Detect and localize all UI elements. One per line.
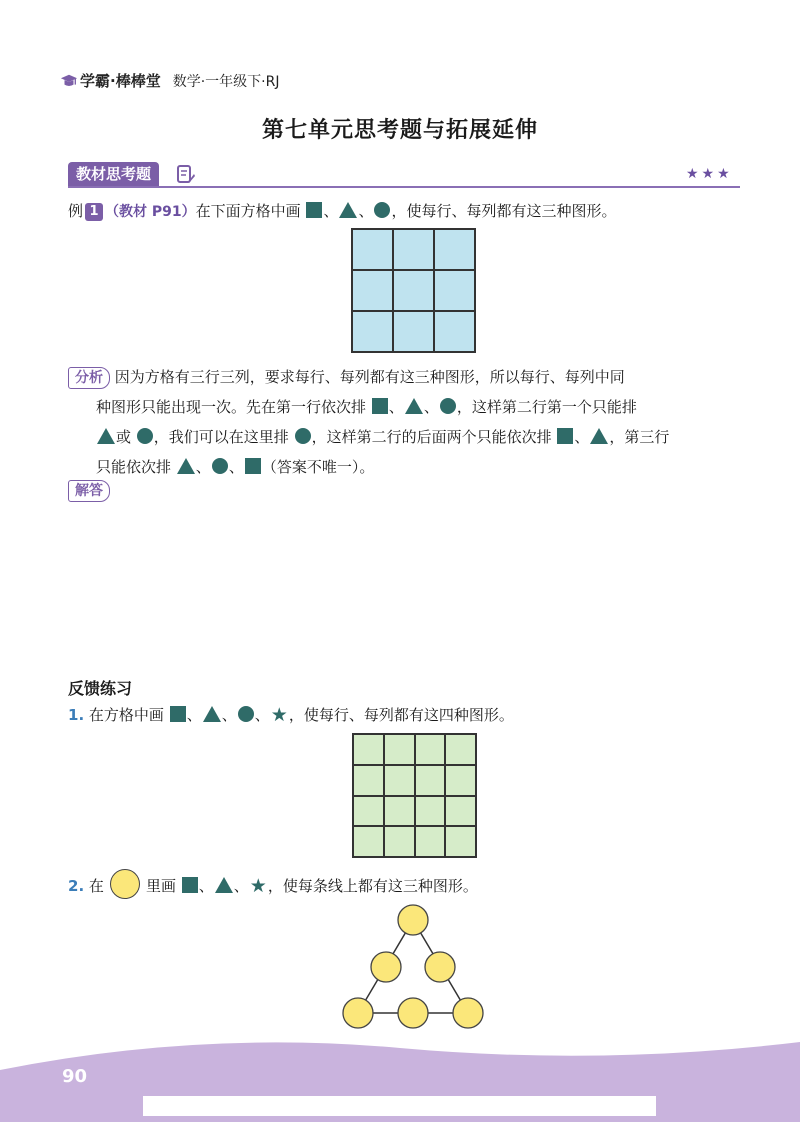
analysis-text: 只能依次排 <box>96 458 172 476</box>
triangle-icon <box>177 458 195 474</box>
grid-cell[interactable] <box>415 734 446 765</box>
grid-cell[interactable] <box>353 826 384 857</box>
grid-cell[interactable] <box>445 796 476 827</box>
subject-label: 数学·一年级下·RJ <box>172 73 280 90</box>
separator: 、 <box>228 458 244 476</box>
analysis-text: 或 <box>116 428 132 446</box>
grid-cell[interactable] <box>353 734 384 765</box>
grid-cell[interactable] <box>352 311 393 352</box>
grid-cell[interactable] <box>384 734 415 765</box>
analysis-text: ，我们可以在这里排 <box>153 428 289 446</box>
grid-cell[interactable] <box>393 270 434 311</box>
square-icon <box>306 202 322 218</box>
analysis-text: ，这样第二行第一个只能排 <box>456 398 637 416</box>
brand-header <box>60 70 279 91</box>
grid-cell[interactable] <box>445 826 476 857</box>
number-dot: . <box>78 877 85 895</box>
grid-cell[interactable] <box>352 270 393 311</box>
square-icon <box>557 428 573 444</box>
separator: 、 <box>186 706 202 724</box>
question-2 <box>68 869 478 899</box>
practice-title: 反馈练习 <box>68 679 133 698</box>
analysis-block <box>68 362 748 482</box>
circle-icon <box>440 398 456 414</box>
page-title: 第七单元思考题与拓展延伸 <box>261 118 538 143</box>
example-source: （教材 P91） <box>105 204 196 220</box>
separator: 、 <box>574 428 590 446</box>
square-icon <box>372 398 388 414</box>
graduation-cap-icon <box>60 72 78 90</box>
circle-icon <box>212 458 228 474</box>
grid-cell[interactable] <box>384 826 415 857</box>
triangle-icon <box>97 428 115 444</box>
question-text: 在 <box>88 877 104 895</box>
triangle-icon <box>405 398 423 414</box>
separator: 、 <box>195 458 211 476</box>
circle-icon <box>238 706 254 722</box>
grid-cell[interactable] <box>445 765 476 796</box>
separator: 、 <box>254 706 270 724</box>
analysis-text: 种图形只能出现一次。先在第一行依次排 <box>96 398 367 416</box>
answer-tag: 解答 <box>68 480 110 502</box>
grid-cell[interactable] <box>352 229 393 270</box>
separator: 、 <box>198 877 214 895</box>
diagram-circle-top[interactable] <box>398 905 428 935</box>
grid-cell[interactable] <box>415 826 446 857</box>
grid-cell[interactable] <box>393 311 434 352</box>
star-icon: ★ <box>270 704 288 726</box>
diagram-circle-bottom-left[interactable] <box>343 998 373 1028</box>
separator: 、 <box>358 202 374 220</box>
question-text: 在方格中画 <box>88 706 164 724</box>
example-text-before: 在下面方格中画 <box>195 202 301 220</box>
grid-cell[interactable] <box>393 229 434 270</box>
diagram-circle-bottom-right[interactable] <box>453 998 483 1028</box>
diagram-circle-mid-left[interactable] <box>371 952 401 982</box>
analysis-line-2 <box>68 392 748 422</box>
yellow-circle-icon <box>110 869 140 899</box>
analysis-line-1 <box>68 362 748 392</box>
separator: 、 <box>221 706 237 724</box>
grid-cell[interactable] <box>415 765 446 796</box>
separator: 、 <box>233 877 249 895</box>
example-prefix: 例 <box>68 202 84 220</box>
triangle-icon <box>339 202 357 218</box>
question-text: ，使每条线上都有这三种图形。 <box>267 877 478 895</box>
circle-icon <box>295 428 311 444</box>
diagram-circle-bottom-mid[interactable] <box>398 998 428 1028</box>
grid-cell[interactable] <box>415 796 446 827</box>
example-statement <box>68 200 616 223</box>
analysis-text: （答案不唯一）。 <box>261 458 375 476</box>
example-text-after: ，使每行、每列都有这三种图形。 <box>391 202 617 220</box>
section-divider <box>68 186 740 188</box>
grid-cell[interactable] <box>384 796 415 827</box>
triangle-icon <box>203 706 221 722</box>
brand-name: 学霸·棒棒堂 <box>80 72 161 90</box>
question-1 <box>68 704 514 726</box>
page-number: 90 <box>62 1066 88 1087</box>
notebook-pen-icon <box>176 164 196 186</box>
grid-cell[interactable] <box>434 270 475 311</box>
separator: 、 <box>388 398 404 416</box>
section-label: 教材思考题 <box>68 162 159 186</box>
practice-grid[interactable] <box>352 733 477 858</box>
grid-cell[interactable] <box>434 311 475 352</box>
question-text: ，使每行、每列都有这四种图形。 <box>288 706 514 724</box>
square-icon <box>182 877 198 893</box>
example-grid[interactable] <box>351 228 476 353</box>
answer-area[interactable] <box>68 480 110 502</box>
grid-cell[interactable] <box>353 765 384 796</box>
difficulty-stars: ★★★ <box>686 166 733 182</box>
triangle-icon <box>215 877 233 893</box>
grid-cell[interactable] <box>384 765 415 796</box>
analysis-line-4 <box>68 452 748 482</box>
example-number: 1 <box>85 203 103 221</box>
analysis-text: ，第三行 <box>609 428 670 446</box>
footer-strip <box>143 1096 656 1116</box>
grid-cell[interactable] <box>353 796 384 827</box>
circle-icon <box>137 428 153 444</box>
triangle-circle-diagram <box>330 900 500 1035</box>
separator: 、 <box>323 202 339 220</box>
star-icon: ★ <box>249 875 267 897</box>
triangle-icon <box>590 428 608 444</box>
square-icon <box>245 458 261 474</box>
analysis-line-3 <box>68 422 748 452</box>
circle-icon <box>374 202 390 218</box>
analysis-text: ，这样第二行的后面两个只能依次排 <box>311 428 552 446</box>
analysis-text: 因为方格有三行三列，要求每行、每列都有这三种图形，所以每行、每列中同 <box>114 368 625 386</box>
question-number: 2 <box>68 877 79 895</box>
diagram-circle-mid-right[interactable] <box>425 952 455 982</box>
number-dot: . <box>78 706 85 724</box>
analysis-tag: 分析 <box>68 367 110 389</box>
question-number: 1 <box>68 706 79 724</box>
grid-cell[interactable] <box>434 229 475 270</box>
separator: 、 <box>423 398 439 416</box>
question-text: 里画 <box>145 877 176 895</box>
square-icon <box>170 706 186 722</box>
grid-cell[interactable] <box>445 734 476 765</box>
